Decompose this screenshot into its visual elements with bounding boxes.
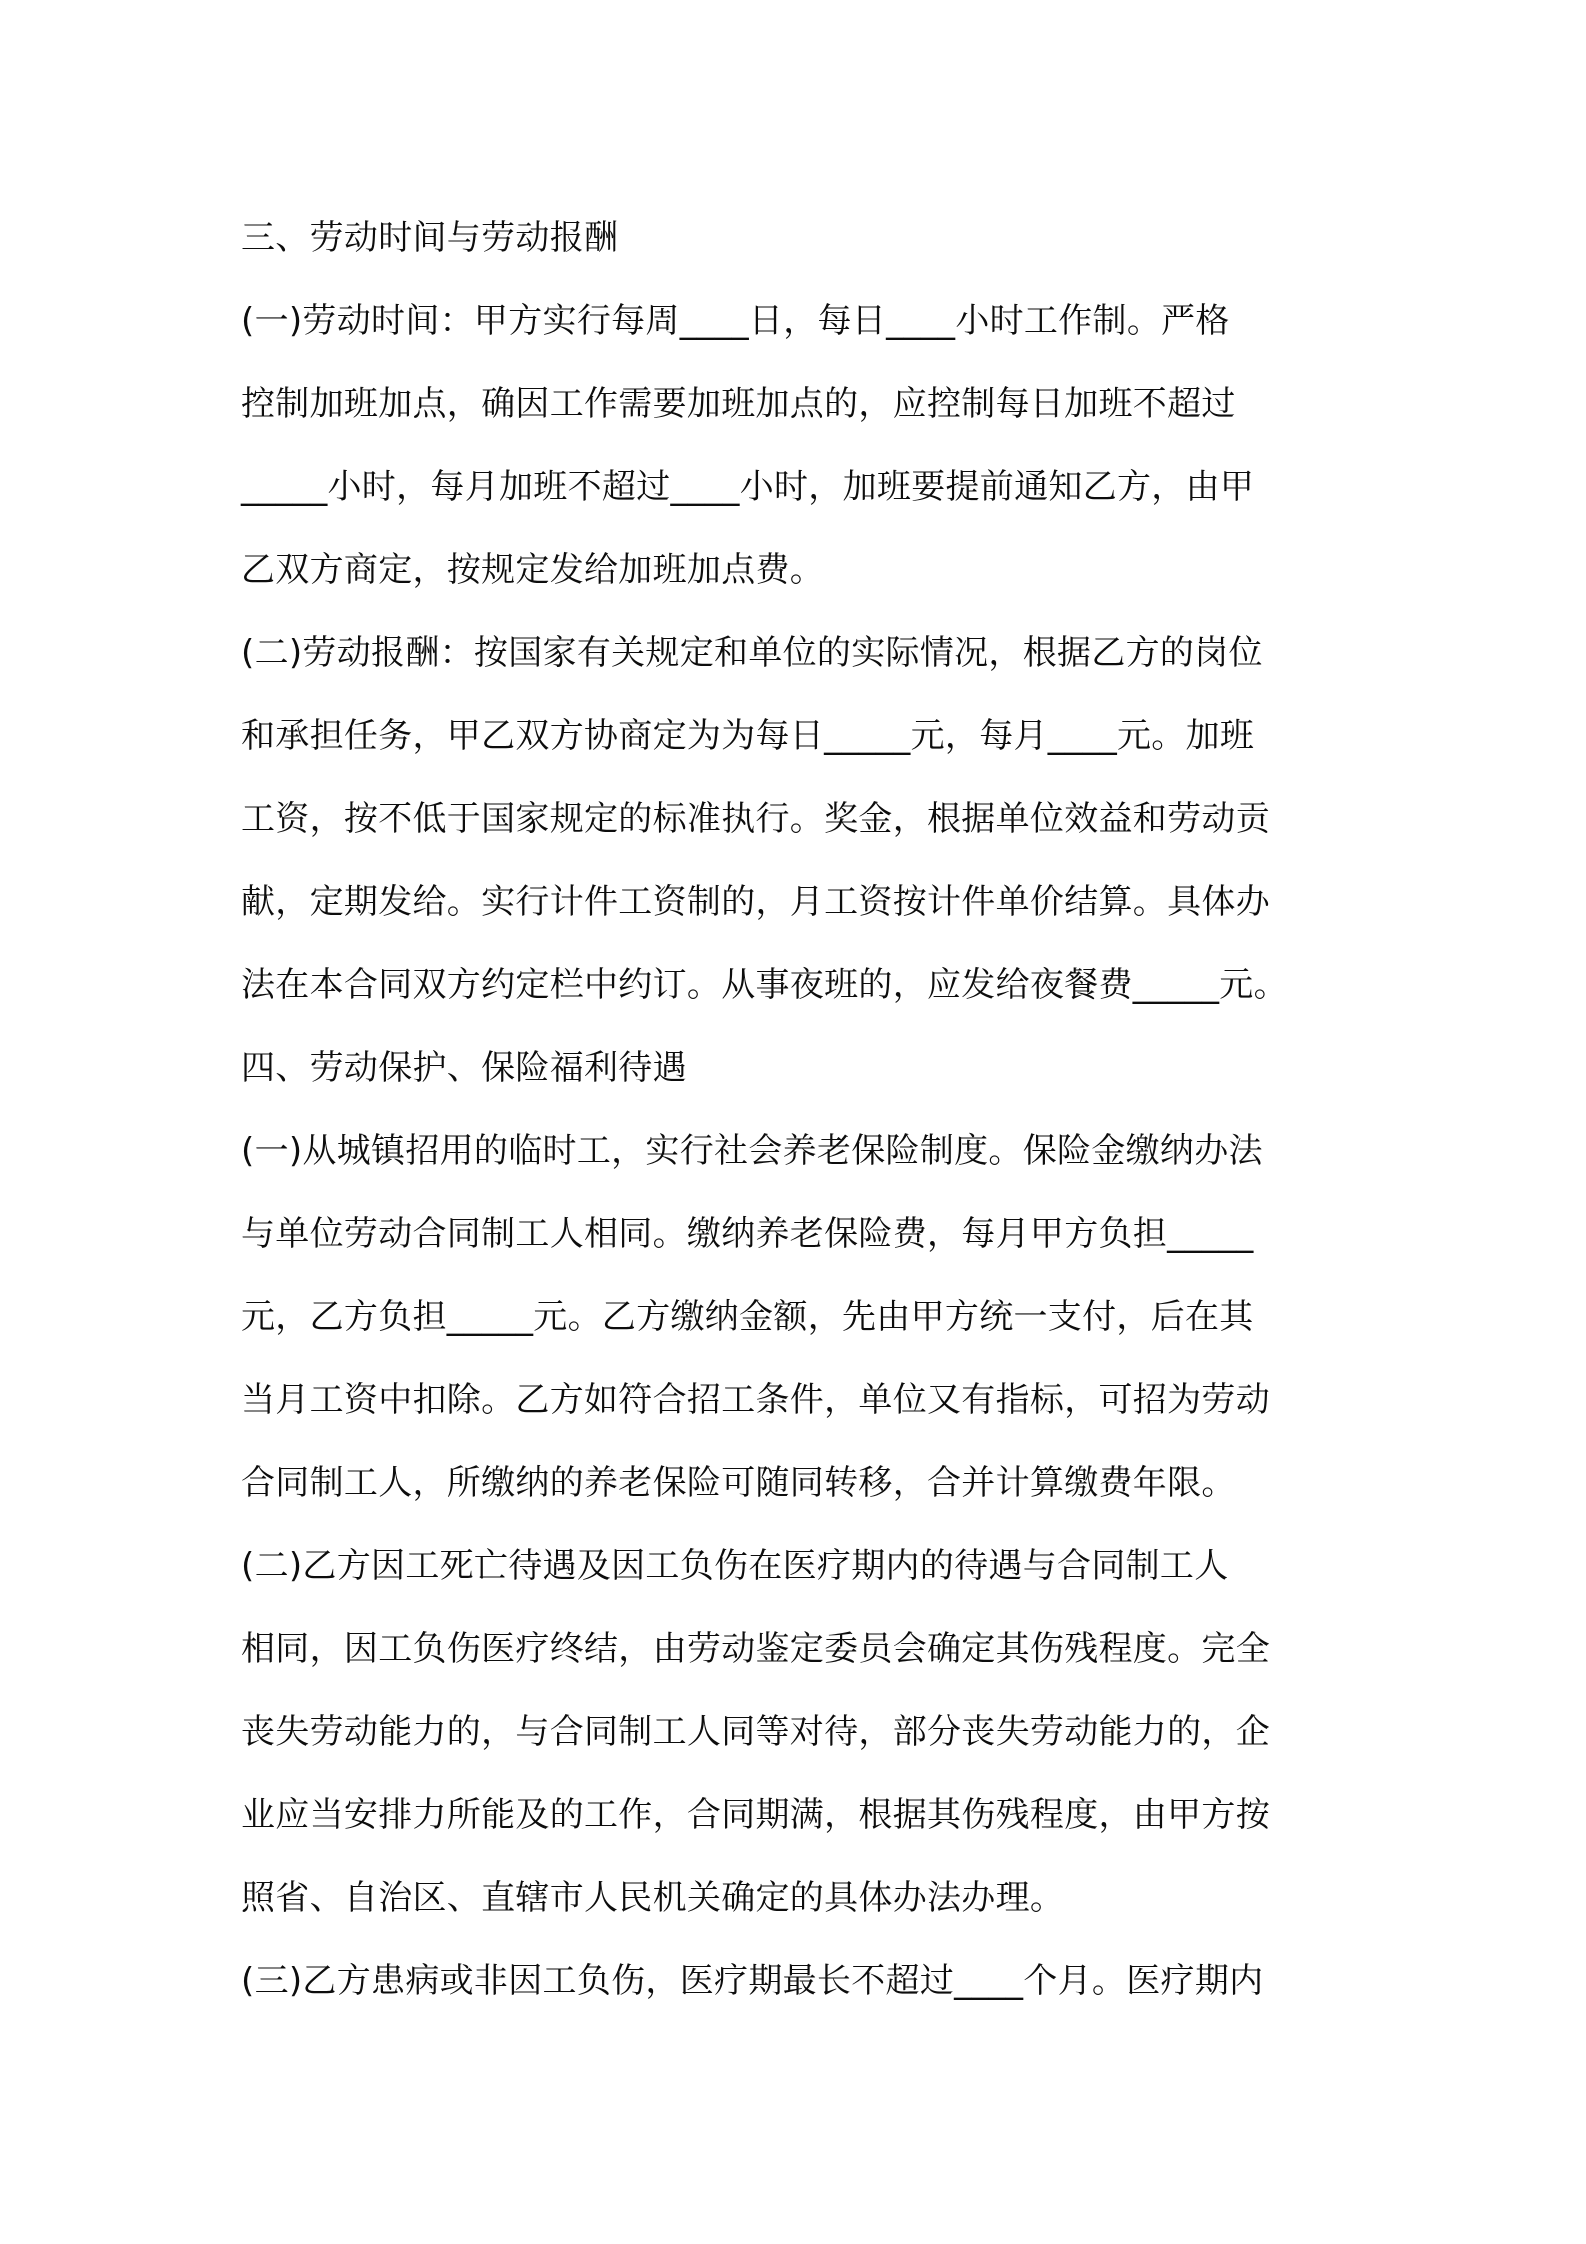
text-line: (二)劳动报酬：按国家有关规定和单位的实际情况，根据乙方的岗位	[241, 633, 1263, 673]
text-line: 工资，按不低于国家规定的标准执行。奖金，根据单位效益和劳动贡	[241, 799, 1270, 839]
text-line: 献，定期发给。实行计件工资制的，月工资按计件单价结算。具体办	[241, 882, 1270, 922]
text-line: 元，乙方负担_____元。乙方缴纳金额，先由甲方统一支付，后在其	[241, 1297, 1254, 1337]
section-heading-3: 三、劳动时间与劳动报酬	[241, 218, 619, 258]
text-line: 照省、自治区、直辖市人民机关确定的具体办法办理。	[241, 1878, 1065, 1918]
text-line: _____小时，每月加班不超过____小时，加班要提前通知乙方，由甲	[241, 467, 1255, 507]
text-line: (一)劳动时间：甲方实行每周____日，每日____小时工作制。严格	[241, 301, 1230, 341]
text-line: 当月工资中扣除。乙方如符合招工条件，单位又有指标，可招为劳动	[241, 1380, 1270, 1420]
section-heading-4: 四、劳动保护、保险福利待遇	[241, 1048, 687, 1088]
text-line: 和承担任务，甲乙双方协商定为为每日_____元，每月____元。加班	[241, 716, 1255, 756]
text-line: 相同，因工负伤医疗终结，由劳动鉴定委员会确定其伤残程度。完全	[241, 1629, 1270, 1669]
text-line: 业应当安排力所能及的工作，合同期满，根据其伤残程度，由甲方按	[241, 1795, 1270, 1835]
text-line: 丧失劳动能力的，与合同制工人同等对待，部分丧失劳动能力的，企	[241, 1712, 1270, 1752]
text-line: (二)乙方因工死亡待遇及因工负伤在医疗期内的待遇与合同制工人	[241, 1546, 1229, 1586]
text-line: 与单位劳动合同制工人相同。缴纳养老保险费，每月甲方负担_____	[241, 1214, 1254, 1254]
text-line: 乙双方商定，按规定发给加班加点费。	[241, 550, 825, 590]
text-line: (三)乙方患病或非因工负伤，医疗期最长不超过____个月。医疗期内	[241, 1961, 1264, 2001]
text-line: (一)从城镇招用的临时工，实行社会养老保险制度。保险金缴纳办法	[241, 1131, 1263, 1171]
contract-text	[241, 197, 1361, 2023]
text-line: 合同制工人，所缴纳的养老保险可随同转移，合并计算缴费年限。	[241, 1463, 1236, 1503]
text-line: 法在本合同双方约定栏中约订。从事夜班的，应发给夜餐费_____元。	[241, 965, 1288, 1005]
text-line: 控制加班加点，确因工作需要加班加点的，应控制每日加班不超过	[241, 384, 1236, 424]
